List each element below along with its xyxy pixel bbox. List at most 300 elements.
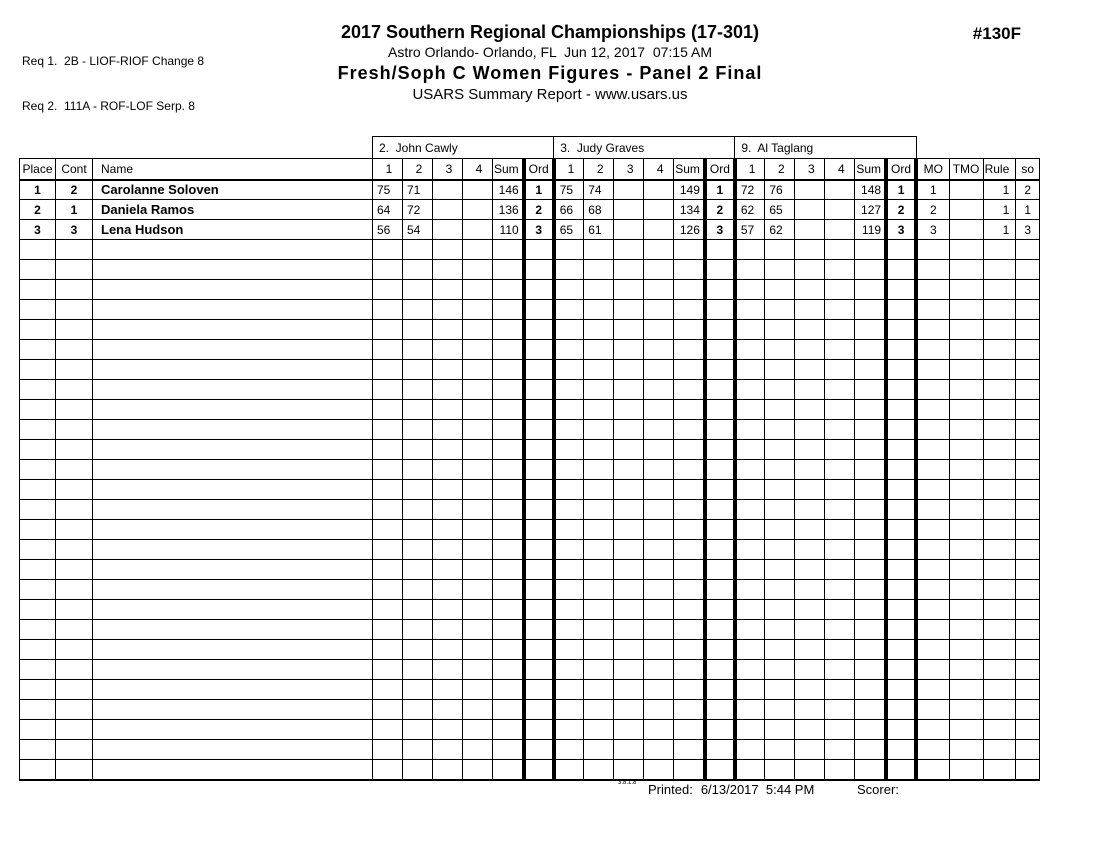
judge3-score3-cell — [795, 280, 825, 300]
judge2-score3-cell — [614, 400, 644, 420]
judge3-sum-cell — [855, 640, 886, 660]
judge2-score2-cell: 61 — [584, 220, 614, 240]
judge3-score2-cell — [765, 420, 795, 440]
contestant-number-cell — [56, 320, 93, 340]
judge3-score4-cell — [825, 340, 855, 360]
col-header-judge1-sum: Sum — [493, 159, 524, 180]
competitor-name-cell: Daniela Ramos — [93, 200, 373, 220]
judge1-sum-cell — [493, 600, 524, 620]
total-majority-ordinal-cell — [949, 320, 983, 340]
judge2-score2-cell — [584, 740, 614, 760]
judge1-score1-cell — [373, 700, 403, 720]
judge3-score3-cell — [795, 520, 825, 540]
judge2-score4-cell — [644, 300, 674, 320]
judge1-score2-cell — [403, 260, 433, 280]
judge2-score4-cell — [644, 500, 674, 520]
judge2-sum-cell — [674, 420, 705, 440]
rule-cell — [983, 540, 1016, 560]
judge1-sum-cell: 136 — [493, 200, 524, 220]
judge2-score2-cell — [584, 320, 614, 340]
judge1-score4-cell — [463, 220, 493, 240]
judge1-score2-cell — [403, 480, 433, 500]
total-majority-ordinal-cell — [949, 480, 983, 500]
judge1-score4-cell — [463, 280, 493, 300]
sum-ordinals-cell — [1016, 340, 1040, 360]
col-header-judge3-sum: Sum — [855, 159, 886, 180]
empty-row — [20, 240, 1040, 260]
judge1-sum-cell — [493, 760, 524, 780]
competitor-name-cell — [93, 260, 373, 280]
judge3-score3-cell — [795, 420, 825, 440]
judge2-score3-cell — [614, 380, 644, 400]
col-header-judge3-1: 1 — [735, 159, 765, 180]
contestant-number-cell: 2 — [56, 180, 93, 200]
rule-cell — [983, 700, 1016, 720]
rule-cell — [983, 660, 1016, 680]
judge3-score3-cell — [795, 360, 825, 380]
judge1-sum-cell — [493, 300, 524, 320]
judge1-score3-cell — [433, 500, 463, 520]
judge2-score3-cell — [614, 460, 644, 480]
judge-header-1: 2. John Cawly — [373, 137, 554, 159]
judge1-sum-cell — [493, 280, 524, 300]
judge2-score2-cell — [584, 680, 614, 700]
majority-ordinal-cell — [916, 320, 949, 340]
empty-row — [20, 600, 1040, 620]
total-majority-ordinal-cell — [949, 180, 983, 200]
empty-row — [20, 380, 1040, 400]
judge2-score3-cell — [614, 680, 644, 700]
judge3-score2-cell — [765, 400, 795, 420]
col-header-judge3-ord: Ord — [886, 159, 916, 180]
contestant-number-cell — [56, 560, 93, 580]
majority-ordinal-cell — [916, 640, 949, 660]
contestant-number-cell: 1 — [56, 200, 93, 220]
judge1-score3-cell — [433, 360, 463, 380]
judge2-score4-cell — [644, 200, 674, 220]
contestant-number-cell — [56, 640, 93, 660]
judge2-ordinal-cell — [705, 660, 735, 680]
rule-cell — [983, 280, 1016, 300]
judge1-score2-cell — [403, 760, 433, 780]
empty-row — [20, 520, 1040, 540]
judge3-score1-cell — [735, 340, 765, 360]
judge1-score3-cell — [433, 340, 463, 360]
judge2-score2-cell — [584, 720, 614, 740]
judge2-score2-cell — [584, 480, 614, 500]
judge1-score2-cell — [403, 720, 433, 740]
judge2-score2-cell — [584, 560, 614, 580]
empty-row — [20, 460, 1040, 480]
judge2-score2-cell — [584, 300, 614, 320]
competitor-name-cell — [93, 600, 373, 620]
majority-ordinal-cell — [916, 280, 949, 300]
judge1-sum-cell — [493, 620, 524, 640]
majority-ordinal-cell — [916, 260, 949, 280]
judge2-score1-cell — [554, 260, 584, 280]
judge1-score3-cell — [433, 460, 463, 480]
judge3-sum-cell — [855, 420, 886, 440]
judge1-score1-cell — [373, 440, 403, 460]
competitor-name-cell — [93, 420, 373, 440]
judge3-score2-cell — [765, 260, 795, 280]
judge3-score3-cell — [795, 660, 825, 680]
judge2-score1-cell — [554, 620, 584, 640]
judge1-score1-cell — [373, 720, 403, 740]
judge3-score3-cell — [795, 200, 825, 220]
contestant-number-cell — [56, 300, 93, 320]
place-cell — [20, 400, 56, 420]
judge2-score2-cell — [584, 400, 614, 420]
sum-ordinals-cell — [1016, 260, 1040, 280]
judge3-score4-cell — [825, 680, 855, 700]
judge2-score3-cell — [614, 180, 644, 200]
judge3-sum-cell — [855, 460, 886, 480]
judge3-score3-cell — [795, 340, 825, 360]
judge2-score1-cell — [554, 600, 584, 620]
judge2-score2-cell — [584, 460, 614, 480]
judge3-score4-cell — [825, 740, 855, 760]
judge3-score4-cell — [825, 480, 855, 500]
printed-value: 6/13/2017 5:44 PM — [700, 782, 815, 797]
score-table — [19, 136, 1040, 781]
place-cell — [20, 240, 56, 260]
judge1-score3-cell — [433, 240, 463, 260]
judge-row-left-spacer — [20, 137, 373, 159]
judge2-score3-cell — [614, 740, 644, 760]
judge2-sum-cell — [674, 560, 705, 580]
judge1-score2-cell — [403, 540, 433, 560]
rule-cell — [983, 260, 1016, 280]
judge1-score1-cell — [373, 680, 403, 700]
judge3-score1-cell — [735, 580, 765, 600]
sum-ordinals-cell — [1016, 460, 1040, 480]
judge1-sum-cell — [493, 720, 524, 740]
judge1-score3-cell — [433, 480, 463, 500]
judge3-score1-cell — [735, 720, 765, 740]
judge1-score2-cell: 72 — [403, 200, 433, 220]
judge3-score4-cell — [825, 640, 855, 660]
place-cell — [20, 300, 56, 320]
judge3-ordinal-cell — [886, 400, 916, 420]
judge1-sum-cell — [493, 540, 524, 560]
judge3-score1-cell — [735, 740, 765, 760]
judge1-score4-cell — [463, 760, 493, 780]
contestant-number-cell — [56, 740, 93, 760]
judge1-score4-cell — [463, 540, 493, 560]
judge1-score1-cell — [373, 560, 403, 580]
competitor-name-cell — [93, 580, 373, 600]
contestant-number-cell — [56, 720, 93, 740]
report-type-line: USARS Summary Report - www.usars.us — [412, 86, 688, 103]
judge3-sum-cell — [855, 300, 886, 320]
total-majority-ordinal-cell — [949, 620, 983, 640]
rule-cell — [983, 380, 1016, 400]
judge2-score2-cell — [584, 620, 614, 640]
judge1-score4-cell — [463, 420, 493, 440]
sum-ordinals-cell — [1016, 240, 1040, 260]
col-header-name: Name — [93, 159, 373, 180]
judge1-score3-cell — [433, 180, 463, 200]
empty-row — [20, 260, 1040, 280]
judge1-ordinal-cell — [524, 540, 554, 560]
col-header-judge1-ord: Ord — [524, 159, 554, 180]
judge3-sum-cell — [855, 240, 886, 260]
judge2-score3-cell — [614, 420, 644, 440]
judge1-score3-cell — [433, 720, 463, 740]
contestant-number-cell — [56, 240, 93, 260]
judge3-score2-cell: 76 — [765, 180, 795, 200]
judge3-score3-cell — [795, 400, 825, 420]
majority-ordinal-cell — [916, 460, 949, 480]
contestant-number-cell — [56, 600, 93, 620]
rule-cell — [983, 360, 1016, 380]
majority-ordinal-cell — [916, 740, 949, 760]
judge3-score4-cell — [825, 540, 855, 560]
competitor-name-cell — [93, 340, 373, 360]
judge2-score4-cell — [644, 660, 674, 680]
judge1-score4-cell — [463, 200, 493, 220]
judge2-sum-cell — [674, 720, 705, 740]
judge1-ordinal-cell — [524, 320, 554, 340]
req-line-1: Req 1. 2B - LIOF-RIOF Change 8 — [22, 54, 205, 68]
judge-names-row — [20, 137, 1040, 159]
judge1-score1-cell — [373, 420, 403, 440]
total-majority-ordinal-cell — [949, 260, 983, 280]
judge1-ordinal-cell — [524, 240, 554, 260]
sum-ordinals-cell — [1016, 720, 1040, 740]
judge2-score3-cell — [614, 640, 644, 660]
total-majority-ordinal-cell — [949, 680, 983, 700]
judge1-score1-cell — [373, 380, 403, 400]
judge3-sum-cell — [855, 320, 886, 340]
empty-row — [20, 680, 1040, 700]
judge2-score3-cell — [614, 760, 644, 780]
judge1-score1-cell — [373, 240, 403, 260]
judge1-score1-cell: 75 — [373, 180, 403, 200]
judge2-sum-cell: 149 — [674, 180, 705, 200]
total-majority-ordinal-cell — [949, 720, 983, 740]
judge2-sum-cell — [674, 740, 705, 760]
judge2-sum-cell — [674, 640, 705, 660]
judge3-ordinal-cell — [886, 560, 916, 580]
judge1-score4-cell — [463, 700, 493, 720]
rule-cell — [983, 680, 1016, 700]
sum-ordinals-cell — [1016, 380, 1040, 400]
judge1-score3-cell — [433, 660, 463, 680]
judge1-score1-cell: 64 — [373, 200, 403, 220]
software-version: 3.8.1.8 — [618, 780, 637, 786]
judge1-score1-cell — [373, 280, 403, 300]
majority-ordinal-cell — [916, 240, 949, 260]
competitor-row — [20, 180, 1040, 200]
judge3-ordinal-cell — [886, 460, 916, 480]
judge3-score3-cell — [795, 480, 825, 500]
judge3-score1-cell — [735, 540, 765, 560]
total-majority-ordinal-cell — [949, 440, 983, 460]
judge3-score4-cell — [825, 180, 855, 200]
judge2-ordinal-cell: 3 — [705, 220, 735, 240]
judge1-score3-cell — [433, 300, 463, 320]
judge2-ordinal-cell — [705, 680, 735, 700]
empty-row — [20, 360, 1040, 380]
judge3-score4-cell — [825, 460, 855, 480]
contestant-number-cell — [56, 660, 93, 680]
majority-ordinal-cell — [916, 340, 949, 360]
judge3-score4-cell — [825, 280, 855, 300]
sum-ordinals-cell: 3 — [1016, 220, 1040, 240]
judge3-score3-cell — [795, 500, 825, 520]
judge3-score2-cell — [765, 740, 795, 760]
printed-timestamp — [648, 782, 814, 797]
judge1-score2-cell — [403, 500, 433, 520]
judge2-ordinal-cell — [705, 640, 735, 660]
judge3-score4-cell — [825, 320, 855, 340]
judge1-sum-cell — [493, 680, 524, 700]
judge2-sum-cell — [674, 700, 705, 720]
judge1-ordinal-cell — [524, 700, 554, 720]
judge1-sum-cell — [493, 660, 524, 680]
judge1-score3-cell — [433, 200, 463, 220]
contestant-number-cell — [56, 280, 93, 300]
total-majority-ordinal-cell — [949, 560, 983, 580]
contestant-number-cell — [56, 540, 93, 560]
judge3-score1-cell — [735, 640, 765, 660]
judge1-ordinal-cell — [524, 440, 554, 460]
judge3-score4-cell — [825, 380, 855, 400]
competitor-name-cell — [93, 380, 373, 400]
judge1-score2-cell — [403, 600, 433, 620]
event-title: Fresh/Soph C Women Figures - Panel 2 Final — [337, 63, 763, 83]
judge3-sum-cell — [855, 660, 886, 680]
judge1-score3-cell — [433, 280, 463, 300]
judge1-score1-cell — [373, 540, 403, 560]
total-majority-ordinal-cell — [949, 360, 983, 380]
judge2-ordinal-cell — [705, 500, 735, 520]
judge1-score2-cell: 54 — [403, 220, 433, 240]
judge2-ordinal-cell — [705, 280, 735, 300]
judge2-sum-cell — [674, 340, 705, 360]
judge2-score4-cell — [644, 680, 674, 700]
empty-row — [20, 540, 1040, 560]
judge2-ordinal-cell — [705, 320, 735, 340]
judge2-sum-cell: 126 — [674, 220, 705, 240]
judge1-ordinal-cell — [524, 380, 554, 400]
place-cell — [20, 760, 56, 780]
judge2-score1-cell — [554, 380, 584, 400]
judge3-score2-cell — [765, 600, 795, 620]
competitor-name-cell — [93, 720, 373, 740]
judge2-score1-cell — [554, 740, 584, 760]
total-majority-ordinal-cell — [949, 240, 983, 260]
judge3-score2-cell: 65 — [765, 200, 795, 220]
judge2-score3-cell — [614, 660, 644, 680]
judge2-sum-cell — [674, 380, 705, 400]
majority-ordinal-cell — [916, 560, 949, 580]
judge2-score4-cell — [644, 460, 674, 480]
place-cell: 3 — [20, 220, 56, 240]
total-majority-ordinal-cell — [949, 540, 983, 560]
judge1-score1-cell — [373, 400, 403, 420]
judge1-score4-cell — [463, 500, 493, 520]
judge2-score2-cell — [584, 500, 614, 520]
judge1-score4-cell — [463, 360, 493, 380]
judge3-score2-cell — [765, 380, 795, 400]
majority-ordinal-cell — [916, 300, 949, 320]
col-header-judge3-2: 2 — [765, 159, 795, 180]
col-header-judge2-3: 3 — [614, 159, 644, 180]
judge1-score2-cell — [403, 280, 433, 300]
judge2-score3-cell — [614, 520, 644, 540]
judge2-score4-cell — [644, 240, 674, 260]
rule-cell — [983, 400, 1016, 420]
total-majority-ordinal-cell — [949, 580, 983, 600]
judge1-score4-cell — [463, 340, 493, 360]
place-cell: 1 — [20, 180, 56, 200]
judge1-score3-cell — [433, 260, 463, 280]
judge2-score4-cell — [644, 320, 674, 340]
col-header-rule: Rule — [983, 159, 1016, 180]
judge3-ordinal-cell — [886, 240, 916, 260]
judge2-ordinal-cell — [705, 600, 735, 620]
judge1-score4-cell — [463, 660, 493, 680]
judge3-score3-cell — [795, 380, 825, 400]
sum-ordinals-cell — [1016, 640, 1040, 660]
sum-ordinals-cell — [1016, 760, 1040, 780]
judge2-score4-cell — [644, 700, 674, 720]
majority-ordinal-cell — [916, 700, 949, 720]
judge1-score4-cell — [463, 260, 493, 280]
place-cell — [20, 700, 56, 720]
sum-ordinals-cell — [1016, 600, 1040, 620]
rule-cell — [983, 420, 1016, 440]
judge3-score4-cell — [825, 620, 855, 640]
venue-date-line: Astro Orlando- Orlando, FL Jun 12, 2017 07:15 AM — [388, 44, 712, 60]
judge3-score3-cell — [795, 540, 825, 560]
judge1-score3-cell — [433, 540, 463, 560]
judge2-score2-cell — [584, 580, 614, 600]
majority-ordinal-cell: 3 — [916, 220, 949, 240]
place-cell — [20, 640, 56, 660]
judge2-score3-cell — [614, 200, 644, 220]
judge1-score1-cell — [373, 660, 403, 680]
place-cell — [20, 320, 56, 340]
printed-label: Printed: — [648, 782, 693, 797]
competitor-name-cell — [93, 520, 373, 540]
judge2-score2-cell — [584, 440, 614, 460]
judge2-score3-cell — [614, 320, 644, 340]
judge3-ordinal-cell — [886, 720, 916, 740]
title-block — [0, 21, 1100, 105]
judge3-score2-cell — [765, 480, 795, 500]
judge3-score3-cell — [795, 260, 825, 280]
empty-row — [20, 320, 1040, 340]
judge3-score4-cell — [825, 200, 855, 220]
judge1-ordinal-cell — [524, 720, 554, 740]
rule-cell — [983, 620, 1016, 640]
judge2-score4-cell — [644, 440, 674, 460]
contestant-number-cell — [56, 260, 93, 280]
place-cell — [20, 500, 56, 520]
rule-cell — [983, 320, 1016, 340]
judge3-score3-cell — [795, 460, 825, 480]
judge3-score2-cell — [765, 680, 795, 700]
judge1-score3-cell — [433, 600, 463, 620]
judge1-ordinal-cell: 2 — [524, 200, 554, 220]
judge2-score1-cell — [554, 540, 584, 560]
judge1-score4-cell — [463, 480, 493, 500]
judge3-score1-cell: 72 — [735, 180, 765, 200]
